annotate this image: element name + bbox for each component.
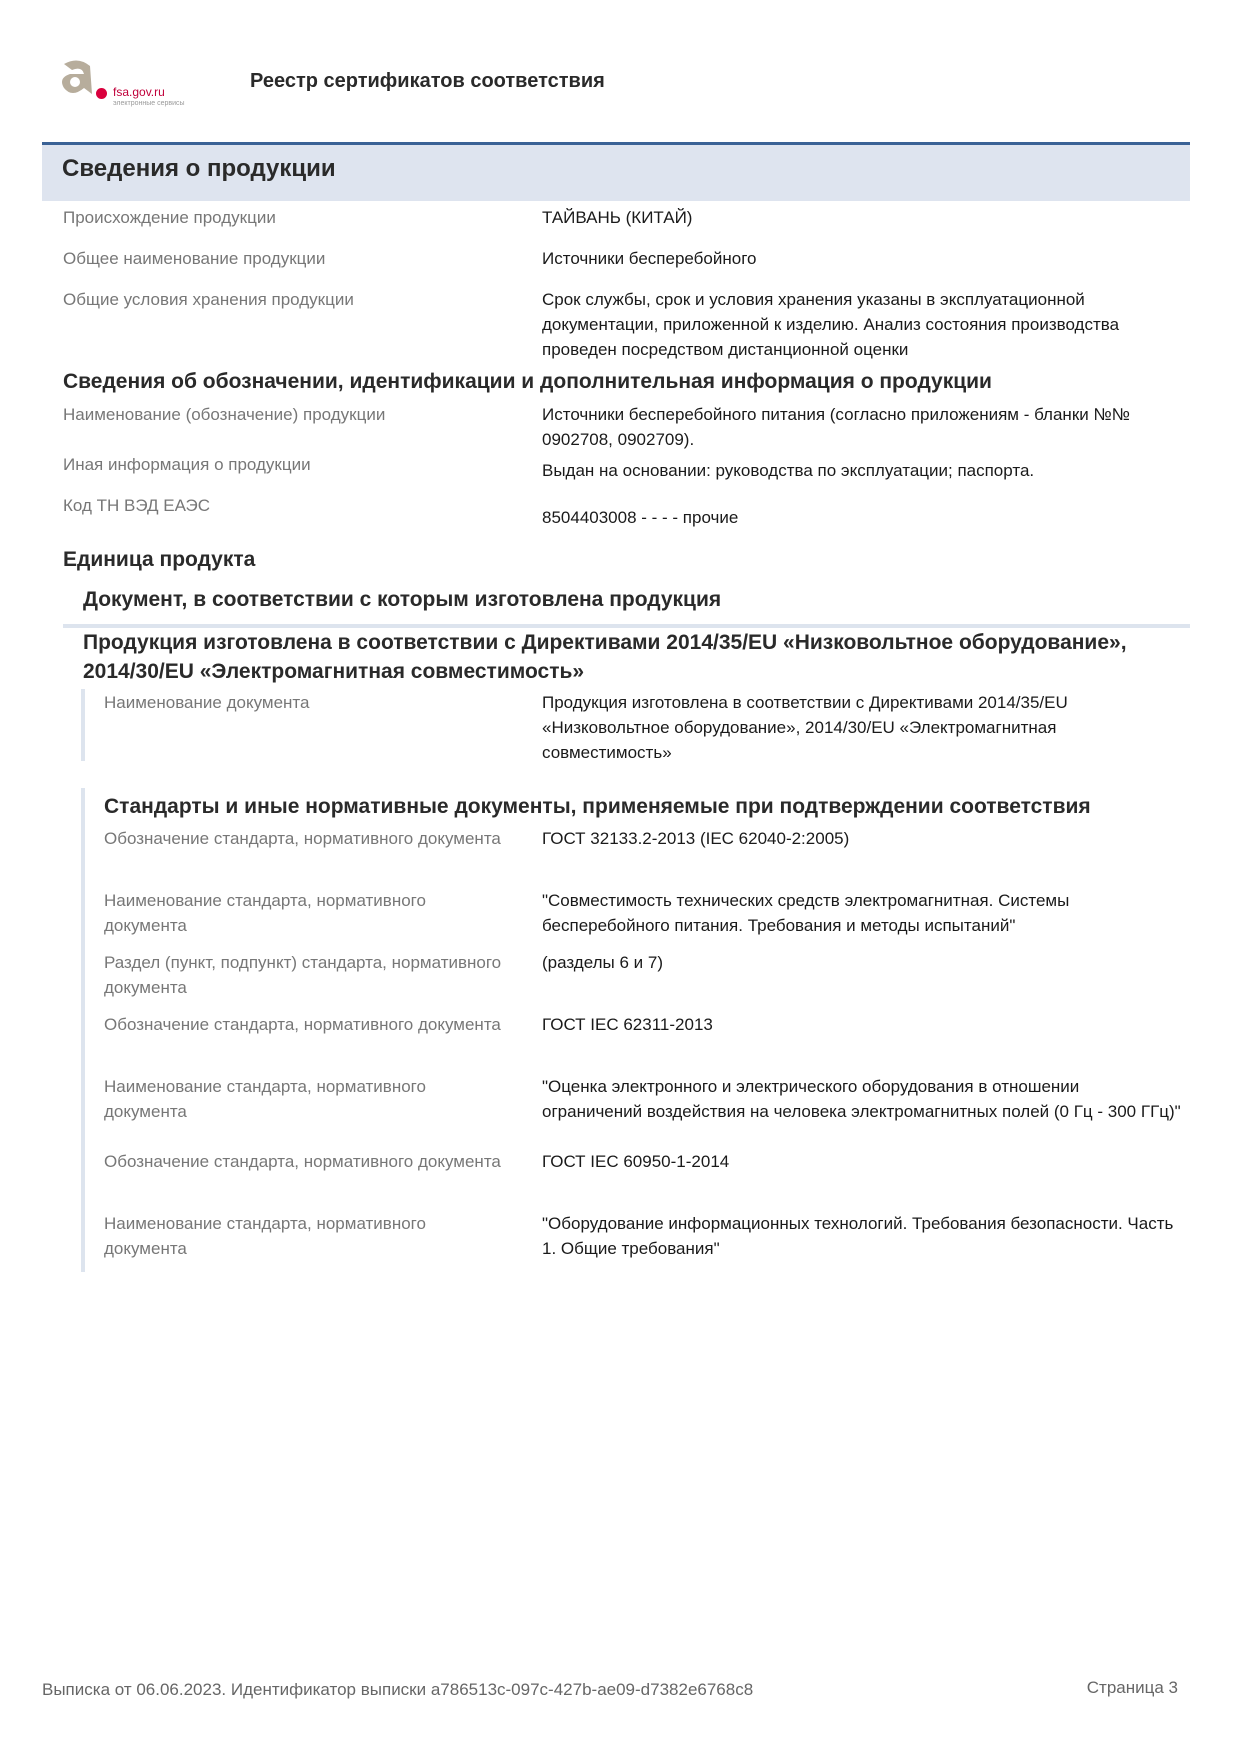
field-label: Наименование стандарта, нормативного документа (104, 1214, 426, 1258)
section-title-identification: Сведения об обозначении, идентификации и дополнительная информация о продукции (63, 370, 992, 393)
field-label: Происхождение продукции (63, 208, 276, 227)
logo-a-icon (58, 58, 98, 98)
field-value: Выдан на основании: руководства по эксплуатации; паспорта. (542, 461, 1035, 480)
field-value: Продукция изготовлена в соответствии с Директивами 2014/35/EU «Низковольтное оборудование», 2014/30/EU «Электромагнитная совместимость» (542, 693, 1068, 762)
document-title: Продукция изготовлена в соответствии с Директивами 2014/35/EU «Низковольтное оборудование», 2014/30/EU «Электромагнитная совместимость» (83, 631, 1127, 683)
field-value: "Оборудование информационных технологий. Требования безопасности. Часть 1. Общие требования" (542, 1214, 1174, 1258)
field-value: ГОСТ 32133.2-2013 (IEC 62040-2:2005) (542, 829, 850, 848)
field-value: "Совместимость технических средств электромагнитная. Системы бесперебойного питания. Требования и методы испытаний" (542, 891, 1070, 935)
logo-red-dot-icon (96, 88, 107, 99)
field-value: ГОСТ IEC 60950-1-2014 (542, 1152, 730, 1171)
field-label: Общее наименование продукции (63, 249, 326, 268)
field-label: Обозначение стандарта, нормативного документа (104, 829, 501, 848)
field-label: Обозначение стандарта, нормативного документа (104, 1152, 501, 1171)
field-label: Наименование стандарта, нормативного документа (104, 1077, 426, 1121)
field-value: (разделы 6 и 7) (542, 953, 663, 972)
page-number: Страница 3 (1086, 1678, 1178, 1697)
field-value: Источники бесперебойного питания (согласно приложениям - бланки №№ 0902708, 0902709). (542, 405, 1130, 449)
logo-subtitle: электронные сервисы (113, 100, 185, 107)
section-band (42, 142, 1190, 201)
field-label: Иная информация о продукции (63, 455, 311, 474)
field-label: Код ТН ВЭД ЕАЭС (63, 496, 211, 515)
document-heading: Документ, в соответствии с которым изготовлена продукция (83, 588, 722, 611)
field-label: Наименование документа (104, 693, 310, 712)
field-label: Наименование стандарта, нормативного документа (104, 891, 426, 935)
page-header (0, 0, 1240, 130)
field-label: Наименование (обозначение) продукции (63, 405, 386, 424)
indent-bar (81, 788, 85, 1272)
extract-info: Выписка от 06.06.2023. Идентификатор выписки a786513c-097c-427b-ae09-d7382e6768c8 (42, 1680, 754, 1699)
standards-title: Стандарты и иные нормативные документы, применяемые при подтверждении соответствия (104, 795, 1091, 818)
indent-bar (81, 689, 85, 761)
field-value: Источники бесперебойного (542, 249, 757, 268)
field-value: ТАЙВАНЬ (КИТАЙ) (542, 208, 693, 227)
field-label: Раздел (пункт, подпункт) стандарта, нормативного документа (104, 953, 502, 997)
section-title-product: Сведения о продукции (62, 155, 336, 182)
field-value: 8504403008 - - - - прочие (542, 508, 739, 527)
unit-title: Единица продукта (63, 548, 256, 571)
field-value: ГОСТ IEC 62311-2013 (542, 1015, 713, 1034)
field-value: "Оценка электронного и электрического оборудования в отношении ограничений воздействия на человека электромагнитных полей (0 Гц - 300 ГГц)" (542, 1077, 1181, 1121)
logo-site-name: fsa.gov.ru (113, 85, 165, 99)
fsa-logo (58, 58, 208, 110)
field-label: Общие условия хранения продукции (63, 290, 354, 309)
field-label: Обозначение стандарта, нормативного документа (104, 1015, 501, 1034)
registry-title: Реестр сертификатов соответствия (250, 70, 605, 92)
field-value: Срок службы, срок и условия хранения указаны в эксплуатационной документации, приложенной к изделию. Анализ состояния производства проведен посредством дистанционной оценки (542, 290, 1120, 359)
